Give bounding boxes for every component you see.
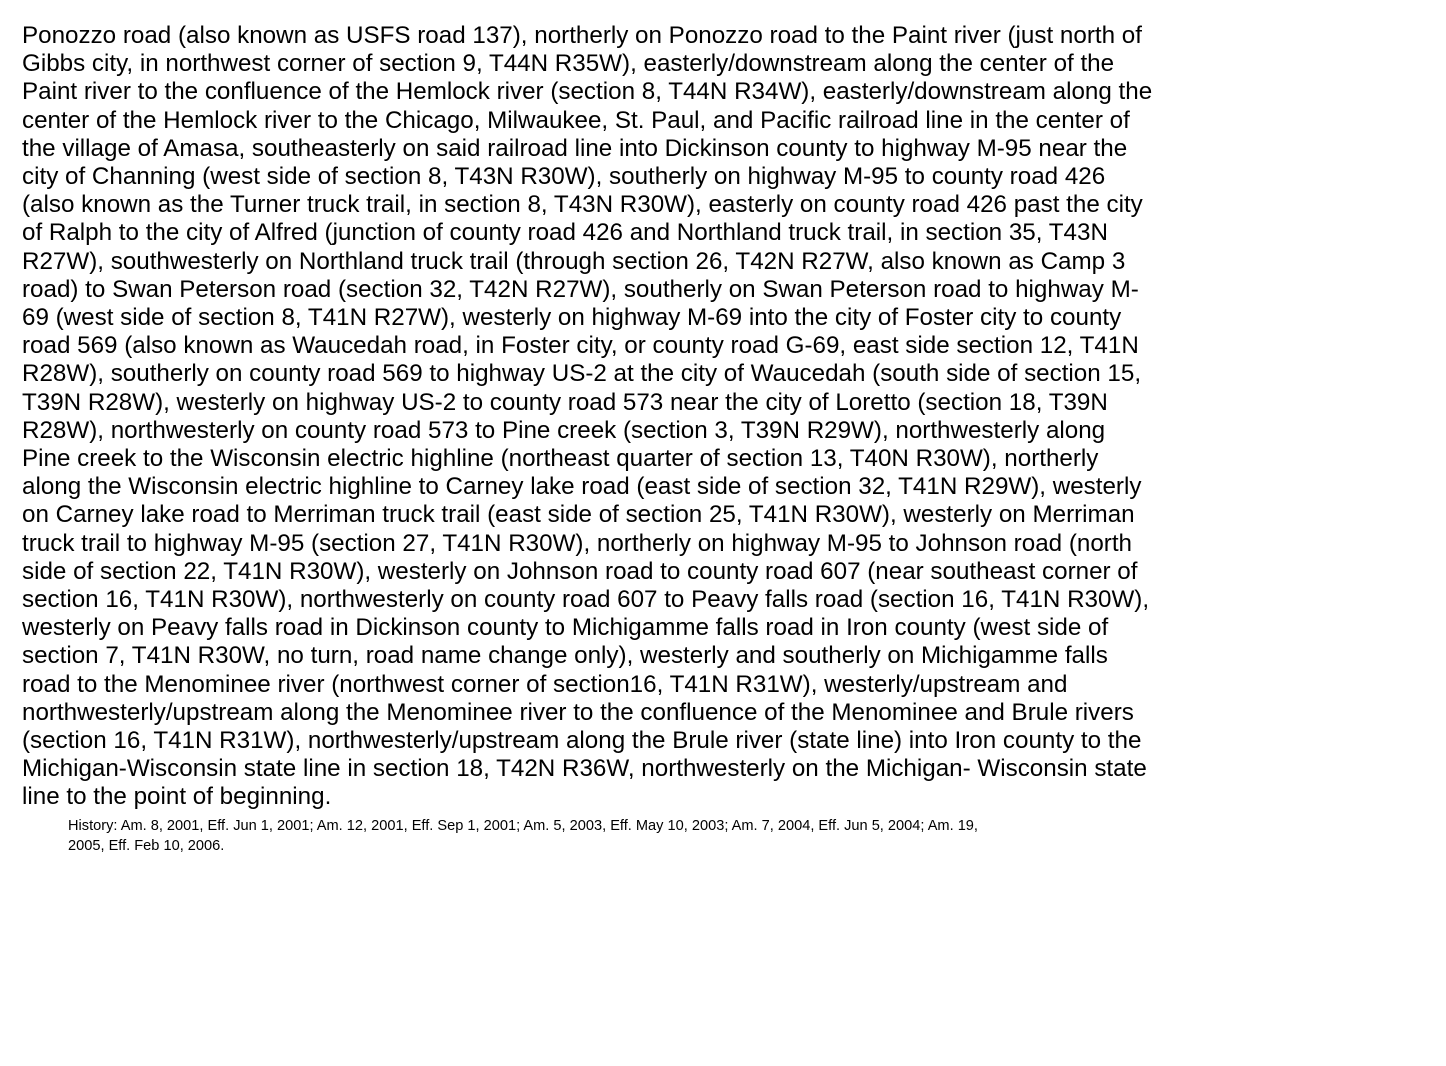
boundary-description-paragraph: Ponozzo road (also known as USFS road 137), northerly on Ponozzo road to the Paint river (just north of Gibbs city, in northwest corner of section 9, T44N R35W), easterly/downstream along the center of the Paint river to the confluence of the Hemlock river (section 8, T44N R34W), easterly/downstream along the center of the Hemlock river to the Chicago, Milwaukee, St. Paul, and Pacific railroad line in the center of the village of Amasa, southeasterly on said railroad line into Dickinson county to highway M-95 near the city of Channing (west side of section 8, T43N R30W), southerly on highway M-95 to county road 426 (also known as the Turner truck trail, in section 8, T43N R30W), easterly on county road 426 past the city of Ralph to the city of Alfred (junction of county road 426 and Northland truck trail, in section 35, T43N R27W), southwesterly on Northland truck trail (through section 26, T42N R27W, also known as Camp 3 road) to Swan Peterson road (section 32, T42N R27W), southerly on Swan Peterson road to highway M- 69 (west side of section 8, T41N R27W), westerly on highway M-69 into the city of Foster city to county road 569 (also known as Waucedah road, in Foster city, or county road G-69, east side section 12, T41N R28W), southerly on county road 569 to highway US-2 at the city of Waucedah (south side of section 15, T39N R28W), westerly on highway US-2 to county road 573 near the city of Loretto (section 18, T39N R28W), northwesterly on county road 573 to Pine creek (section 3, T39N R29W), northwesterly along Pine creek to the Wisconsin electric highline (northeast quarter of section 13, T40N R30W), northerly along the Wisconsin electric highline to Carney lake road (east side of section 32, T41N R29W), westerly on Carney lake road to Merriman truck trail (east side of section 25, T41N R30W), westerly on Merriman truck trail to highway M-95 (section 27, T41N R30W), northerly on highway M-95 to Johnson road (north side of section 22, T41N R30W), westerly on Johnson road to county road 607 (near southeast corner of section 16, T41N R30W), northwesterly on county road 607 to Peavy falls road (section 16, T41N R30W), westerly on Peavy falls road in Dickinson county to Michigamme falls road in Iron county (west side of section 7, T41N R30W, no turn, road name change only), westerly and southerly on Michigamme falls road to the Menominee river (northwest corner of section16, T41N R31W), westerly/upstream and northwesterly/upstream along the Menominee river to the confluence of the Menominee and Brule rivers (section 16, T41N R31W), northwesterly/upstream along the Brule river (state line) into Iron county to the Michigan-Wisconsin state line in section 18, T42N R36W, northwesterly on the Michigan- Wisconsin state line to the point of beginning. [22, 22, 1153, 811]
history-note: History: Am. 8, 2001, Eff. Jun 1, 2001; Am. 12, 2001, Eff. Sep 1, 2001; Am. 5, 2003, Eff. May 10, 2003; Am. 7, 2004, Eff. Jun 5, 2004; Am. 19, 2005, Eff. Feb 10, 2006. [68, 817, 978, 854]
document-page [22, 22, 1422, 856]
